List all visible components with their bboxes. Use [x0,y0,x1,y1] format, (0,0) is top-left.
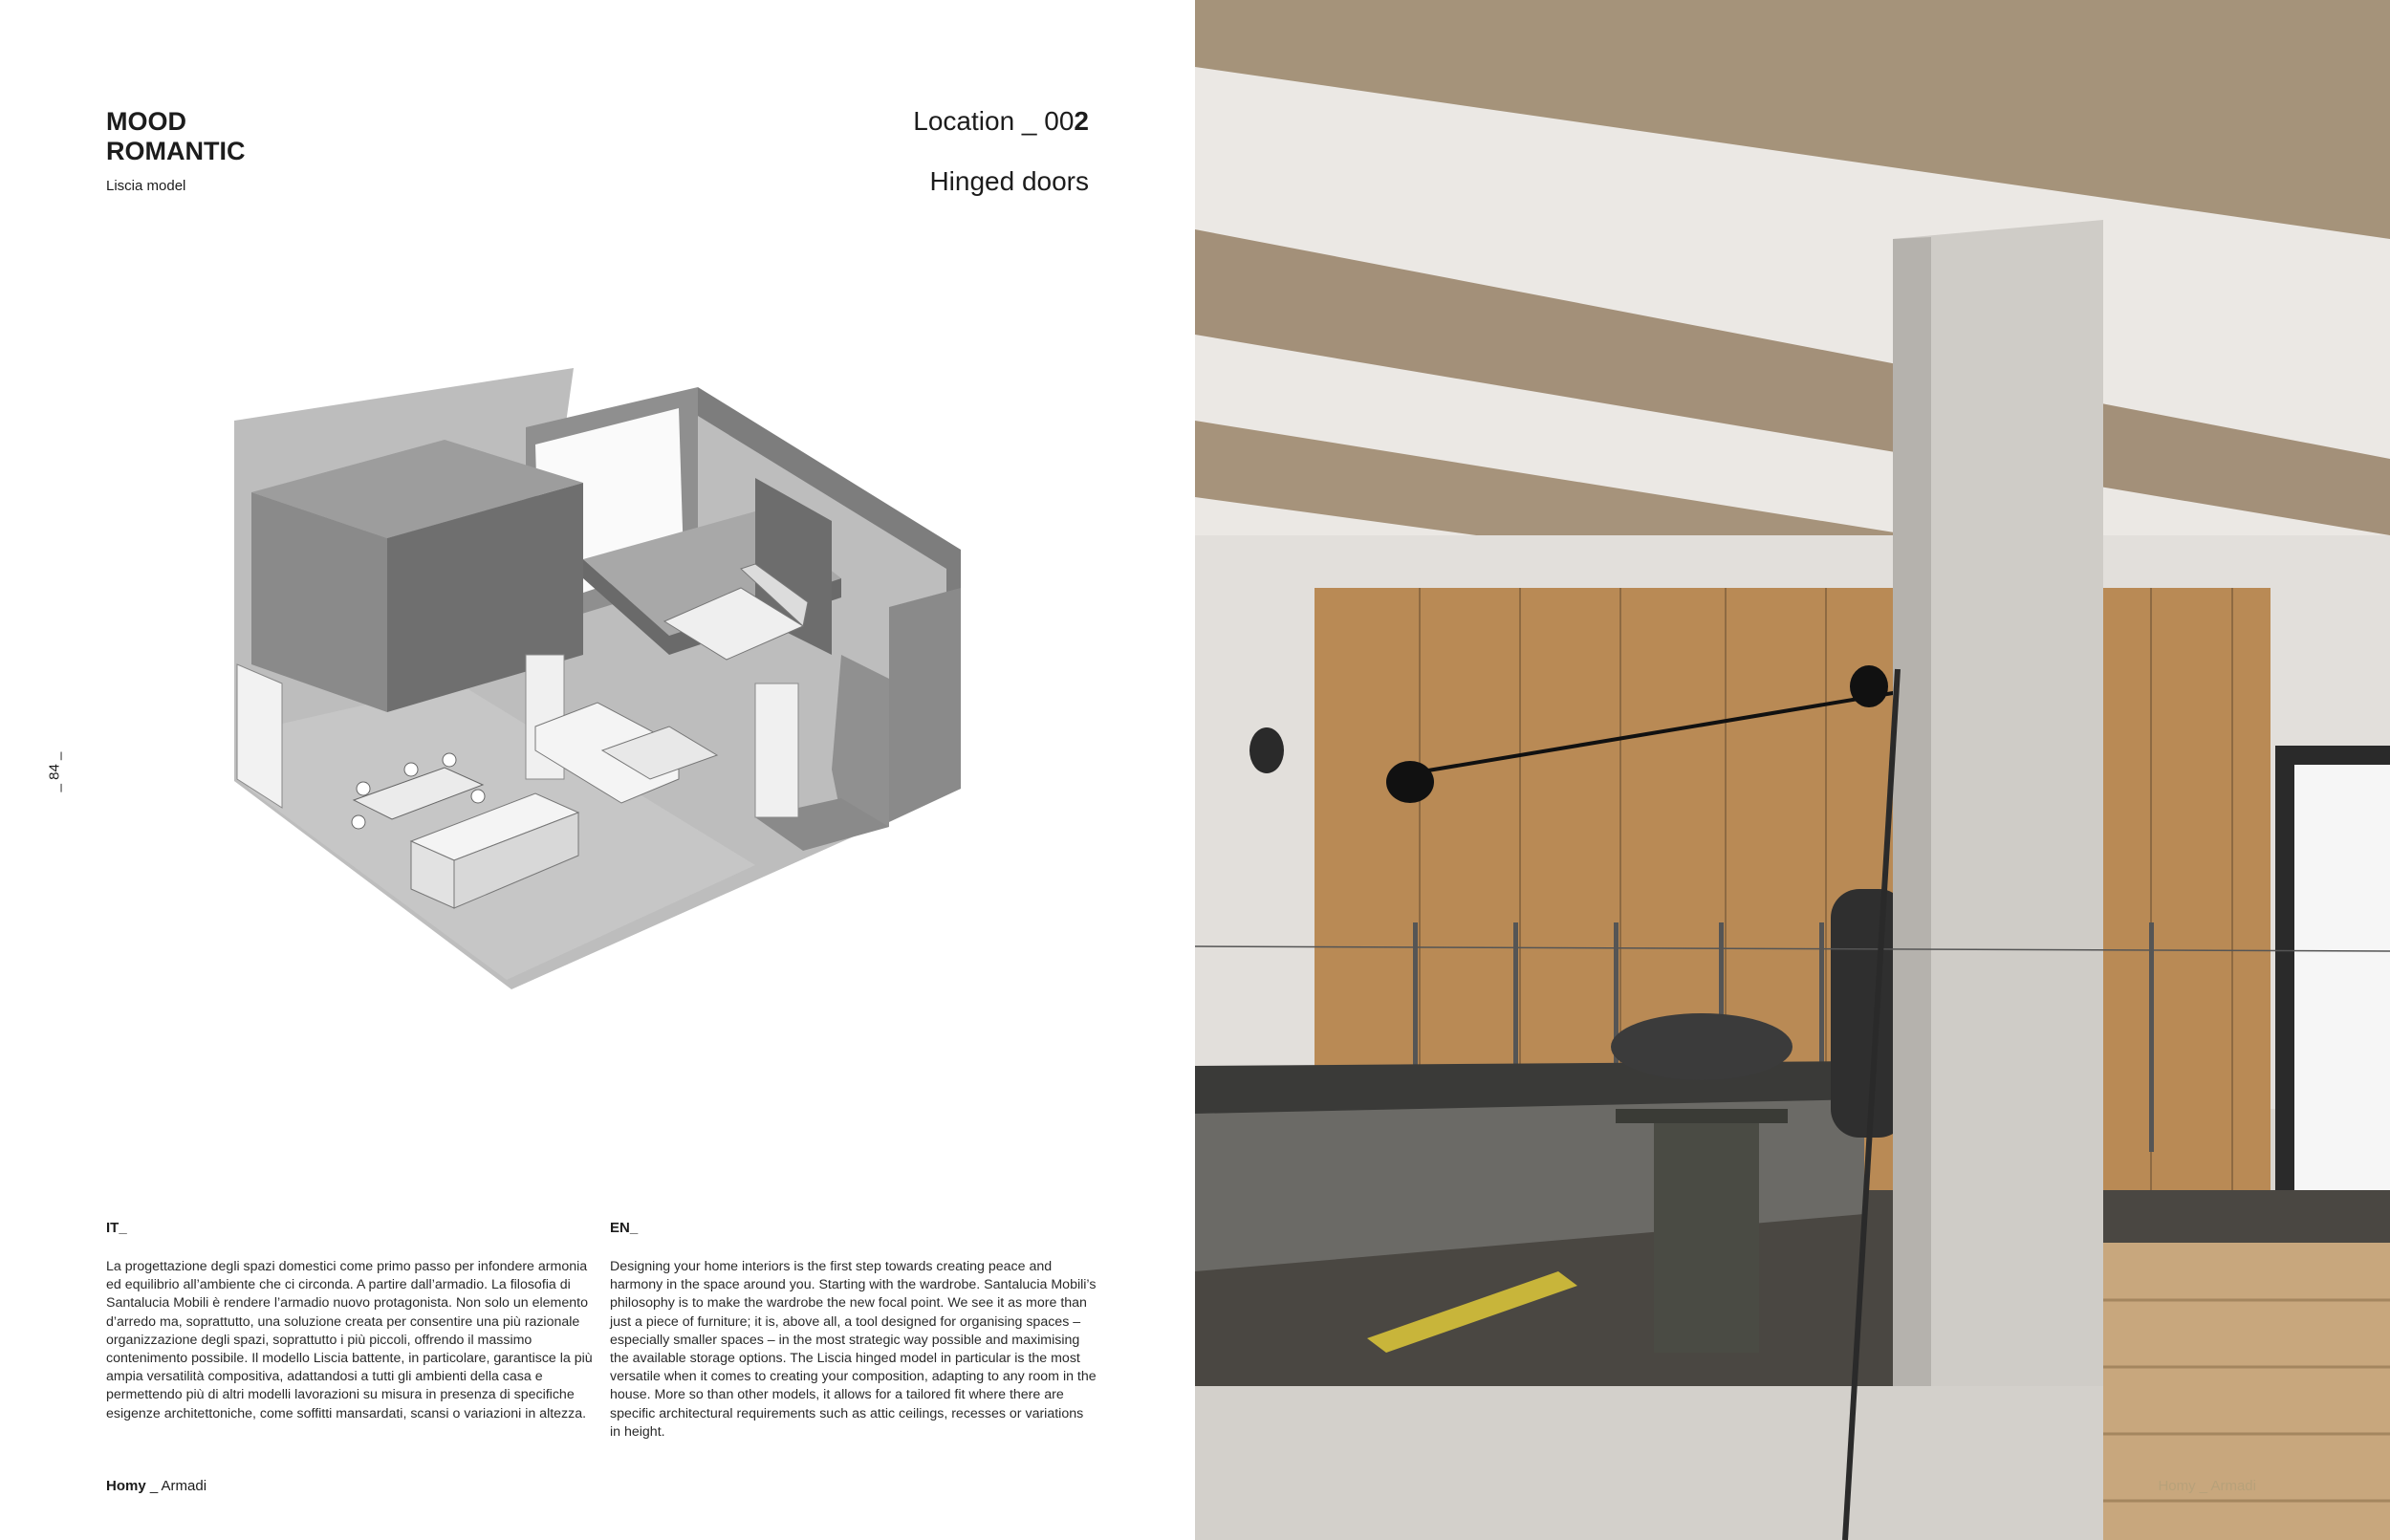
wardrobe-handle-1 [1413,922,1418,1066]
location-prefix: Location _ 00 [913,106,1075,136]
photo-side-table-top [1616,1109,1788,1123]
iso-chair-4 [352,815,365,829]
italian-body: La progettazione degli spazi domestici come primo passo per infondere armonia ed equilibrio all’ambiente che ci circonda. A partire dall’armadio. La filosofia di Santalucia Mobili è rendere l’armadio nuovo protagonista. Non solo un elemento d’arredo ma, soprattutto, una soluzione creata per consentire una più razionale organizzazione degli spazi, soprattutto i più piccoli, offrendo il massimo contenimento possibile. Il modello Liscia battente, in particolare, garantisce la più ampia versatilità compositiva, adattandosi a tutti gli ambienti della casa e permettendo più di altri modelli lavorazioni su misura in presenza di specifiche esigenze architettoniche, come soffitti mansardati, scansi o variazioni in altezza. [106,1259,593,1421]
door-type: Hinged doors [929,166,1089,196]
photo-footer-ghost [2158,1478,2256,1494]
footer [106,1478,206,1494]
wardrobe-handle-6 [2149,922,2154,1152]
isometric-floor-plan [220,368,985,999]
ghost-footer-section: _ Armadi [2195,1478,2256,1494]
footer-section: _ Armadi [145,1478,207,1494]
iso-chair-1 [357,782,370,795]
photo-pillar-shadow [1893,237,1931,1540]
ghost-footer-brand: Homy [2158,1478,2196,1494]
photo-lamp-head-1 [1386,761,1434,803]
photo-lamp-head-2 [1850,665,1888,707]
iso-chair-3 [443,753,456,767]
page-number-text: _ 84 _ [46,751,63,792]
interior-photo [1195,0,2390,1540]
iso-chair-5 [471,790,485,803]
photo-window-glass [2294,765,2390,1204]
photo-side-table-base [1654,1123,1759,1353]
footer-brand: Homy [106,1478,146,1494]
wardrobe-handle-5 [1819,922,1824,1066]
iso-right-wall-face [889,588,961,822]
page-number [40,748,69,796]
mood-title-line2: ROMANTIC [106,137,246,165]
wardrobe-handle-2 [1513,922,1518,1066]
english-body: Designing your home interiors is the first step towards creating peace and harmony in the space around you. Starting with the wardrobe. Santalucia Mobili’s philosophy is to make the wardrobe the new focal point. We see it as more than just a piece of furniture; it is, above all, a tool designed for organising spaces – especially smaller spaces – in the most strategic way possible and maximising the available storage options. The Liscia hinged model in particular is the most versatile when it comes to creating your composition, adapting to any room in the house. More so than other models, it allows for a tailored fit where there are specific architectural requirements such as attic ceilings, recesses or variations in height. [610,1259,1097,1440]
iso-chair-2 [404,763,418,776]
iso-pillar-2 [755,683,798,817]
right-page [1195,0,2390,1540]
model-name: Liscia model [106,178,186,194]
photo-pillow [1611,1013,1792,1080]
italian-heading: IT_ [106,1220,127,1236]
photo-front-wall [1195,1386,2103,1540]
location-number: 2 [1074,106,1089,136]
mood-title [106,107,245,166]
mood-title-line1: MOOD [106,107,186,136]
photo-wall-lamp [1249,727,1284,773]
english-heading: EN_ [610,1220,639,1236]
photo-stairs [2103,1243,2390,1540]
location-label [913,106,1089,137]
